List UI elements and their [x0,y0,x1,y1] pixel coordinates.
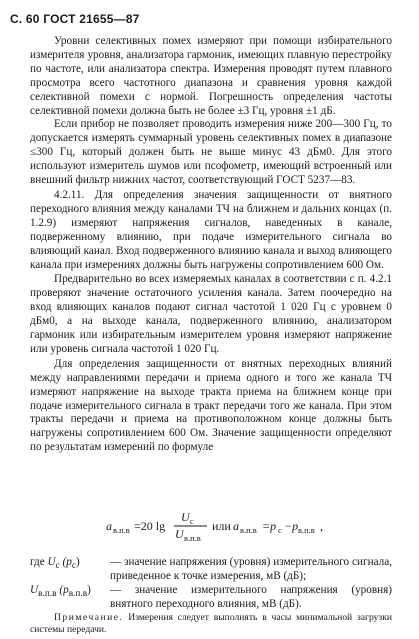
note-label: Примечание. [54,612,124,623]
formula-numerator: U [181,510,190,524]
formula-alt-p1-sub: с [278,525,282,535]
definition-symbol: $U_{в.п.в}$ $(p_{в.п.в})$ [30,583,91,600]
paragraph: Уровни селективных помех измеряют при помощи избирательного измерителя уровня, анализатора гармоник, имеющих плавную перестройку по частоте, или анализатора спектра. Измерения проводят путем плавного просмотра всего частотного диапазона и сравнения уровня каждой селективной помехи с нормой. Погрешность определения частоты селективной помехи должна быть не более ±3 Гц, уровня ±1 дБ. [30,35,392,117]
variable-definitions [30,556,392,612]
formula-connector: или [212,519,231,533]
formula-denominator: U [175,527,184,541]
formula-numerator-sub: с [190,516,194,526]
paragraph: Для определения защищенности от внятных переходных влияний между направлениями передачи и приема одного и того же канала ТЧ измеряют напряжение на выходе тракта приема на ближнем конце при подаче измерительного сигнала в тракт передачи того же канала. При этом тракты передачи и приема на противоположном конце должны быть нагружены сопротивлением 600 Ом. Значение защищенности определяют по результатам измерений по формуле [30,357,392,454]
formula [0,508,419,542]
definition-text: — значение напряжения (уровня) измерительного сигнала, приведенное к точке измерения, мВ (дБ); [110,556,392,582]
page-number: С. 60 [10,12,40,26]
body-text [30,35,392,455]
formula-lhs: a [106,519,112,533]
formula-coef: =20 lg [134,519,166,533]
formula-denominator-sub: в.п.в [184,533,201,542]
paragraph: Предварительно во всех измеряемых каналах в соответствии с п. 4.2.1 проверяют значение остаточного усиления канала. Затем поочередно на вход влияющих каналов подают сигнал частотой 1 020 Гц с уровнем 0 дБм0, а на выходе канала, подверженного влиянию, анализатором гармоник или избирательным измерителем уровня измеряют напряжение или уровень сигнала частотой 1 020 Гц. [30,273,392,355]
note-text: Измерения следует выполнять в часы минимальной загрузки системы передачи. [30,612,392,636]
formula-alt-p2-sub: в.п.в [298,525,315,535]
formula-alt-p1: =p [262,519,277,533]
definition-text: — значение измерительного напряжения (уровня) внятного переходного влияния, мВ (дБ). [110,583,392,610]
definition-row [30,556,392,584]
formula-lhs-sub: в.п.в [113,525,130,535]
page-header [10,12,140,26]
paragraph: Если прибор не позволяет проводить измерения ниже 200—300 Гц, то допускается измерять суммарный уровень селективных помех в диапазоне ≤300 Гц, который должен быть не выше минус 43 дБм0. Для этого используют измеритель шумов или псофометр, имеющий встроенный или внешний фильтр нижних частот, соответствующий ГОСТ 5237—83. [30,118,392,187]
formula-alt-lhs: a [233,519,239,533]
definition-symbol: где $U_с$ $(p_с)$ [30,556,80,572]
formula-alt-lhs-sub: в.п.в [240,525,257,535]
note [30,612,392,637]
formula-end: , [320,519,323,533]
standard-code: ГОСТ 21655—87 [43,12,140,26]
definition-row [30,584,392,612]
formula-alt-minus: −p [284,519,299,533]
paragraph: 4.2.11. Для определения значения защищенности от внятного переходного влияния между каналами ТЧ на ближнем и дальних концах (п. 1.2.9) измеряют напряжения сигналов, наведенных в канале, подверженному влиянию, при подаче измерительного сигнала во влияющий канал. Вход подверженного влиянию канала и выход влияющего канала при измерениях должны быть нагружены сопротивлением 600 Ом. [30,188,392,271]
